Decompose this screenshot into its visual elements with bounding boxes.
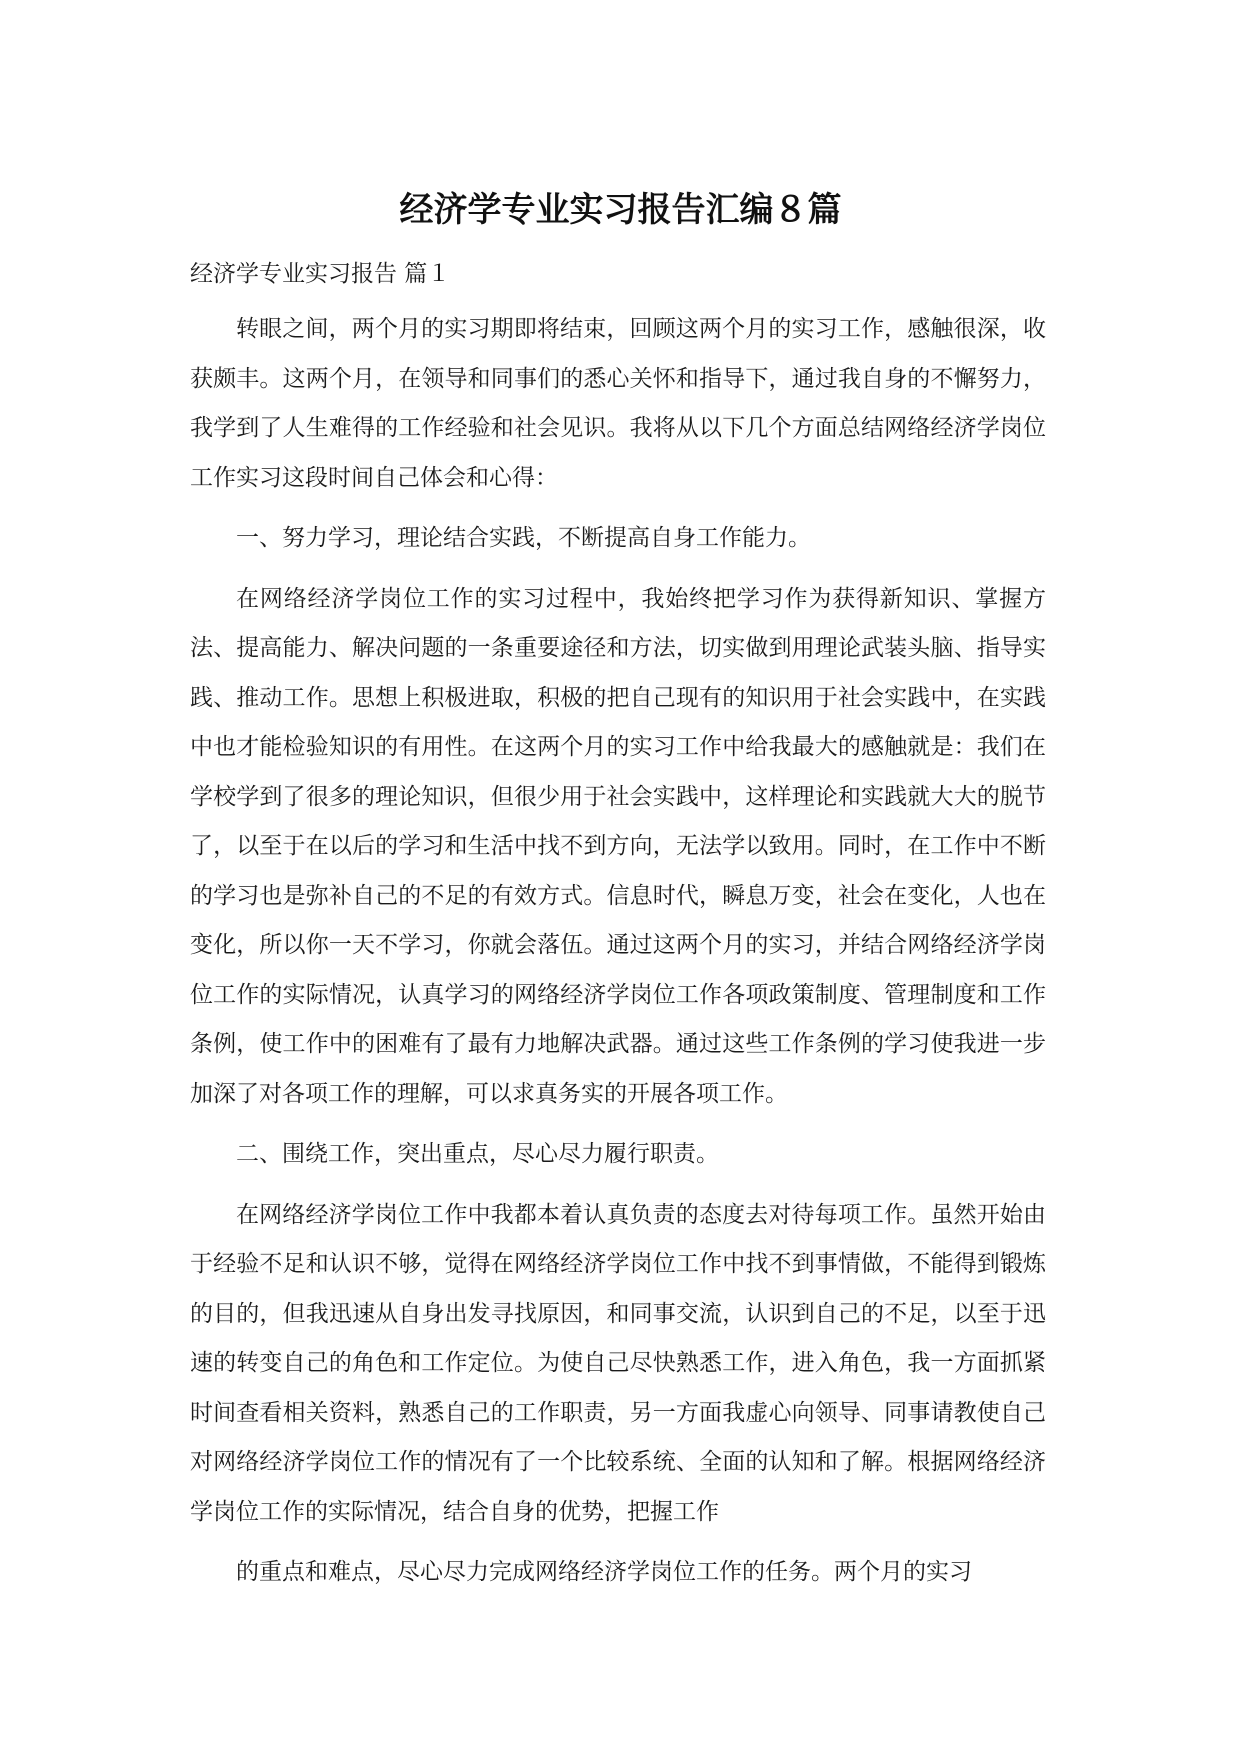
document-body: [190, 254, 1046, 1598]
paragraph-intro: 转眼之间，两个月的实习期即将结束，回顾这两个月的实习工作，感触很深，收获颇丰。这两个月，在领导和同事们的悉心关怀和指导下，通过我自身的不懈努力，我学到了人生难得的工作经验和社会见识。我将从以下几个方面总结网络经济学岗位工作实习这段时间自己体会和心得：: [190, 316, 1046, 491]
paragraph-study: 在网络经济学岗位工作的实习过程中，我始终把学习作为获得新知识、掌握方法、提高能力、解决问题的一条重要途径和方法，切实做到用理论武装头脑、指导实践、推动工作。思想上积极进取，积极的把自己现有的知识用于社会实践中，在实践中也才能检验知识的有用性。在这两个月的实习工作中给我最大的感触就是：我们在学校学到了很多的理论知识，但很少用于社会实践中，这样理论和实践就大大的脱节了，以至于在以后的学习和生活中找不到方向，无法学以致用。同时，在工作中不断的学习也是弥补自己的不足的有效方式。信息时代，瞬息万变，社会在变化，人也在变化，所以你一天不学习，你就会落伍。通过这两个月的实习，并结合网络经济学岗位工作的实际情况，认真学习的网络经济学岗位工作各项政策制度、管理制度和工作条例，使工作中的困难有了最有力地解决武器。通过这些工作条例的学习使我进一步加深了对各项工作的理解，可以求真务实的开展各项工作。: [190, 585, 1046, 1107]
paragraph-work: 在网络经济学岗位工作中我都本着认真负责的态度去对待每项工作。虽然开始由于经验不足和认识不够，觉得在网络经济学岗位工作中找不到事情做，不能得到锻炼的目的，但我迅速从自身出发寻找原因，和同事交流，认识到自己的不足，以至于迅速的转变自己的角色和工作定位。为使自己尽快熟悉工作，进入角色，我一方面抓紧时间查看相关资料，熟悉自己的工作职责，另一方面我虚心向领导、同事请教使自己对网络经济学岗位工作的情况有了一个比较系统、全面的认知和了解。根据网络经济学岗位工作的实际情况，结合自身的优势，把握工作: [190, 1201, 1046, 1525]
section-subtitle: 经济学专业实习报告 篇１: [190, 261, 451, 287]
paragraph-heading-1: 一、努力学习，理论结合实践，不断提高自身工作能力。: [236, 525, 811, 551]
document-title: 经济学专业实习报告汇编８篇: [399, 190, 842, 230]
paragraph-heading-2: 二、围绕工作，突出重点，尽心尽力履行职责。: [236, 1141, 719, 1167]
paragraph-continuation: 的重点和难点，尽心尽力完成网络经济学岗位工作的任务。两个月的实习: [236, 1559, 972, 1585]
